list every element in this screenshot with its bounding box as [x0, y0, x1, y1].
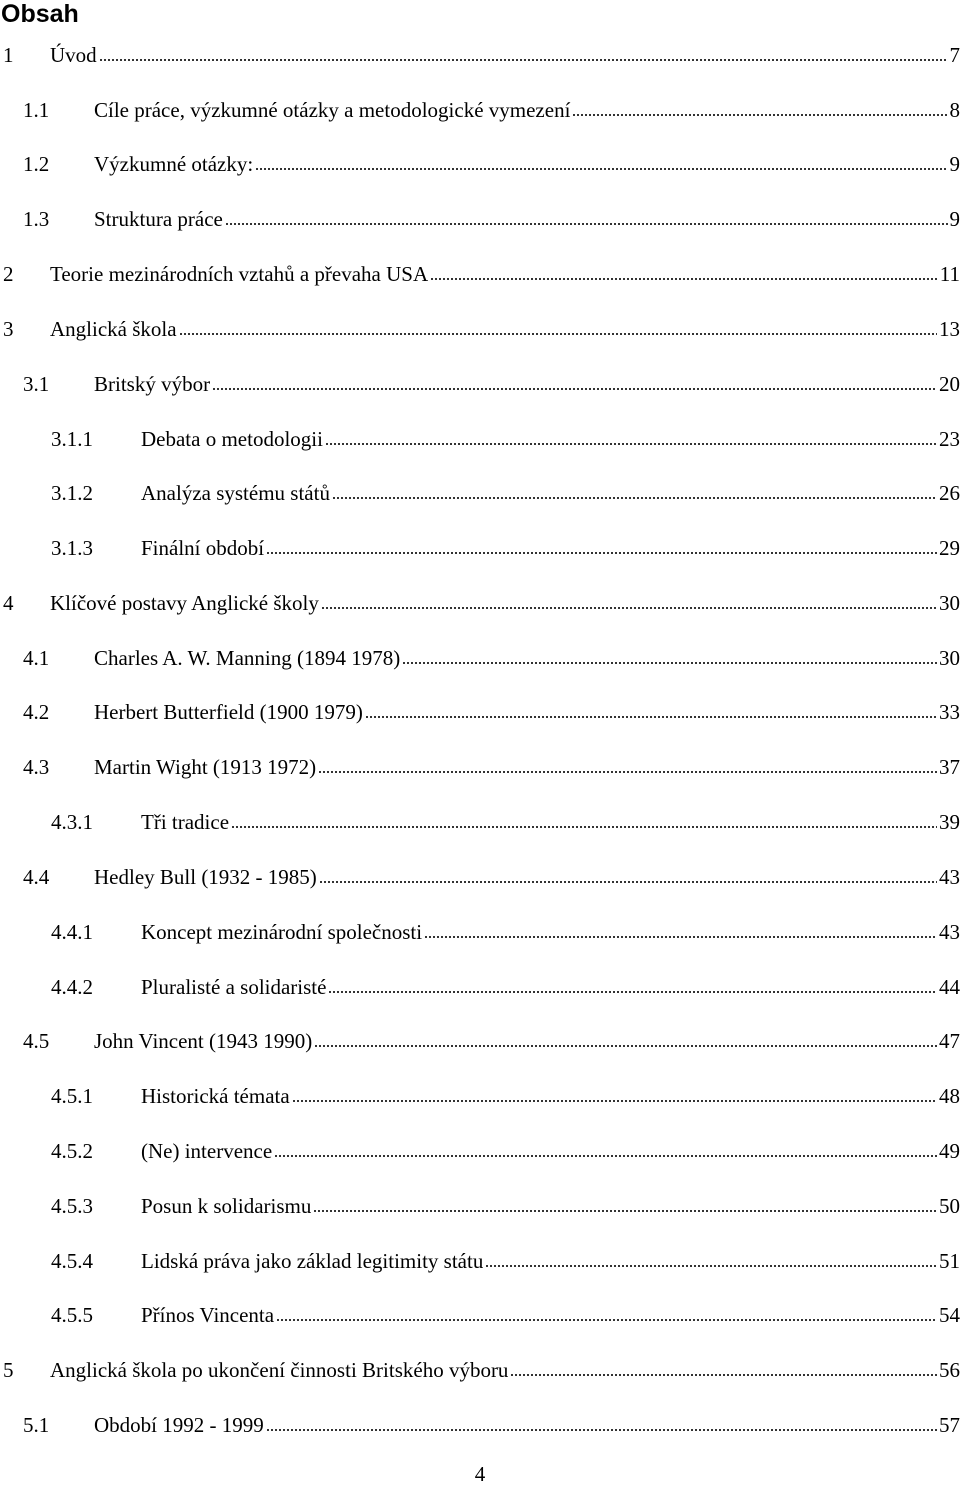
- dot-leader: [424, 935, 937, 939]
- toc-entry-number: 3.1.1: [51, 427, 141, 451]
- toc-entry-number: 2: [3, 262, 50, 286]
- toc-entry-title: Tři tradice: [141, 810, 229, 834]
- toc-entry-number: 4.5.2: [51, 1139, 141, 1163]
- toc-entry-page: 9: [950, 207, 960, 231]
- toc-entry-page: 56: [939, 1358, 960, 1382]
- toc-entry-number: 4.5: [23, 1029, 94, 1053]
- dot-leader: [231, 825, 937, 829]
- toc-entry[interactable]: [23, 146, 960, 176]
- toc-entry-number: 1.1: [23, 98, 94, 122]
- dot-leader: [328, 990, 937, 994]
- toc-entry-title: Herbert Butterfield (1900 1979): [94, 700, 363, 724]
- toc-entry[interactable]: [51, 475, 960, 505]
- toc-entry[interactable]: [3, 311, 960, 341]
- toc-entry-number: 4.4.2: [51, 975, 141, 999]
- toc-entry-number: 3.1.2: [51, 481, 141, 505]
- toc-entry-number: 3.1: [23, 372, 94, 396]
- toc-entry-page: 43: [939, 865, 960, 889]
- toc-entry-title: Pluralisté a solidaristé: [141, 975, 326, 999]
- toc-entry[interactable]: [51, 914, 960, 944]
- toc-entry-title: Lidská práva jako základ legitimity státu: [141, 1249, 483, 1273]
- dot-leader: [319, 880, 937, 884]
- toc-entry[interactable]: [51, 1188, 960, 1218]
- toc-entry[interactable]: [23, 749, 960, 779]
- toc-entry-page: 43: [939, 920, 960, 944]
- toc-entry-page: 20: [939, 372, 960, 396]
- toc-entry-title: Cíle práce, výzkumné otázky a metodologické vymezení: [94, 98, 570, 122]
- toc-entry[interactable]: [51, 804, 960, 834]
- toc-entry-title: Výzkumné otázky:: [94, 152, 253, 176]
- toc-entry[interactable]: [23, 1407, 960, 1437]
- page-title: Obsah: [1, 0, 79, 28]
- toc-entry-page: 54: [939, 1303, 960, 1327]
- toc-entry-title: Finální období: [141, 536, 264, 560]
- toc-entry[interactable]: [51, 969, 960, 999]
- toc-entry-page: 8: [950, 98, 960, 122]
- toc-entry-title: Debata o metodologii: [141, 427, 323, 451]
- toc-entry[interactable]: [23, 640, 960, 670]
- toc-entry-page: 30: [939, 646, 960, 670]
- toc-entry-number: 4: [3, 591, 50, 615]
- toc-entry-title: Anglická škola: [50, 317, 177, 341]
- toc-entry-number: 1: [3, 43, 50, 67]
- toc-entry[interactable]: [23, 1023, 960, 1053]
- toc-entry[interactable]: [23, 92, 960, 122]
- toc-entry-number: 4.4: [23, 865, 94, 889]
- toc-entry-title: Úvod: [50, 43, 97, 67]
- dot-leader: [485, 1264, 937, 1268]
- toc-entry[interactable]: [3, 585, 960, 615]
- toc-entry-number: 4.5.4: [51, 1249, 141, 1273]
- toc-entry-title: Koncept mezinárodní společnosti: [141, 920, 422, 944]
- toc-entry-page: 30: [939, 591, 960, 615]
- toc-entry-page: 48: [939, 1084, 960, 1108]
- toc-entry-page: 29: [939, 536, 960, 560]
- toc-entry-page: 50: [939, 1194, 960, 1218]
- toc-entry-page: 7: [950, 43, 960, 67]
- dot-leader: [321, 606, 937, 610]
- toc-entry-number: 4.3: [23, 755, 94, 779]
- toc-entry-page: 39: [939, 810, 960, 834]
- toc-entry-page: 37: [939, 755, 960, 779]
- toc-entry-title: Britský výbor: [94, 372, 210, 396]
- toc-entry-title: Analýza systému států: [141, 481, 330, 505]
- toc-entry[interactable]: [51, 530, 960, 560]
- toc-entry-number: 5: [3, 1358, 50, 1382]
- toc-entry-number: 5.1: [23, 1413, 94, 1437]
- dot-leader: [179, 332, 937, 336]
- dot-leader: [430, 277, 938, 281]
- toc-entry-title: (Ne) intervence: [141, 1139, 272, 1163]
- dot-leader: [325, 442, 937, 446]
- toc-entry-page: 23: [939, 427, 960, 451]
- toc-entry-page: 57: [939, 1413, 960, 1437]
- toc-entry-page: 51: [939, 1249, 960, 1273]
- toc-entry-page: 13: [939, 317, 960, 341]
- dot-leader: [402, 661, 937, 665]
- toc-entry-page: 47: [939, 1029, 960, 1053]
- toc-entry[interactable]: [3, 1352, 960, 1382]
- toc-entry-title: Anglická škola po ukončení činnosti Britského výboru: [50, 1358, 508, 1382]
- dot-leader: [276, 1318, 937, 1322]
- toc-entry-page: 49: [939, 1139, 960, 1163]
- toc-entry[interactable]: [23, 366, 960, 396]
- dot-leader: [332, 496, 937, 500]
- page-number: 4: [0, 1462, 960, 1486]
- toc-entry-title: Období 1992 - 1999: [94, 1413, 264, 1437]
- toc-entry-title: Hedley Bull (1932 - 1985): [94, 865, 317, 889]
- dot-leader: [255, 167, 947, 171]
- dot-leader: [365, 715, 937, 719]
- toc-entry-title: Struktura práce: [94, 207, 223, 231]
- dot-leader: [314, 1044, 937, 1048]
- toc-entry-title: Martin Wight (1913 1972): [94, 755, 316, 779]
- toc-entry[interactable]: [51, 421, 960, 451]
- dot-leader: [292, 1099, 937, 1103]
- toc-entry[interactable]: [3, 37, 960, 67]
- toc-entry[interactable]: [51, 1078, 960, 1108]
- toc-entry-page: 33: [939, 700, 960, 724]
- toc-entry-page: 11: [940, 262, 960, 286]
- toc-entry[interactable]: [51, 1297, 960, 1327]
- dot-leader: [510, 1373, 937, 1377]
- toc-entry-title: Historická témata: [141, 1084, 290, 1108]
- toc-entry[interactable]: [23, 859, 960, 889]
- toc-entry-number: 4.1: [23, 646, 94, 670]
- toc-entry-number: 3.1.3: [51, 536, 141, 560]
- toc-entry-page: 9: [950, 152, 960, 176]
- dot-leader: [225, 222, 948, 226]
- toc-entry-number: 4.2: [23, 700, 94, 724]
- toc-entry-page: 44: [939, 975, 960, 999]
- toc-entry-page: 26: [939, 481, 960, 505]
- toc-entry-title: Teorie mezinárodních vztahů a převaha USA: [50, 262, 428, 286]
- dot-leader: [99, 58, 948, 62]
- dot-leader: [266, 551, 937, 555]
- dot-leader: [572, 113, 947, 117]
- toc-entry-number: 4.4.1: [51, 920, 141, 944]
- toc-entry[interactable]: [23, 694, 960, 724]
- toc-entry-title: John Vincent (1943 1990): [94, 1029, 312, 1053]
- dot-leader: [318, 770, 937, 774]
- toc-entry[interactable]: [51, 1243, 960, 1273]
- toc-entry-number: 4.3.1: [51, 810, 141, 834]
- toc-entry-title: Klíčové postavy Anglické školy: [50, 591, 319, 615]
- toc-entry-number: 1.2: [23, 152, 94, 176]
- toc-entry-number: 1.3: [23, 207, 94, 231]
- toc-entry-title: Přínos Vincenta: [141, 1303, 274, 1327]
- toc-entry-number: 4.5.5: [51, 1303, 141, 1327]
- toc-entry-number: 4.5.3: [51, 1194, 141, 1218]
- dot-leader: [313, 1209, 937, 1213]
- toc-entry-number: 3: [3, 317, 50, 341]
- dot-leader: [212, 387, 937, 391]
- toc-entry-title: Posun k solidarismu: [141, 1194, 311, 1218]
- toc-entry-title: Charles A. W. Manning (1894 1978): [94, 646, 400, 670]
- toc-entry[interactable]: [23, 201, 960, 231]
- dot-leader: [266, 1428, 937, 1432]
- toc-entry[interactable]: [3, 256, 960, 286]
- dot-leader: [274, 1154, 937, 1158]
- toc-entry-number: 4.5.1: [51, 1084, 141, 1108]
- toc-entry[interactable]: [51, 1133, 960, 1163]
